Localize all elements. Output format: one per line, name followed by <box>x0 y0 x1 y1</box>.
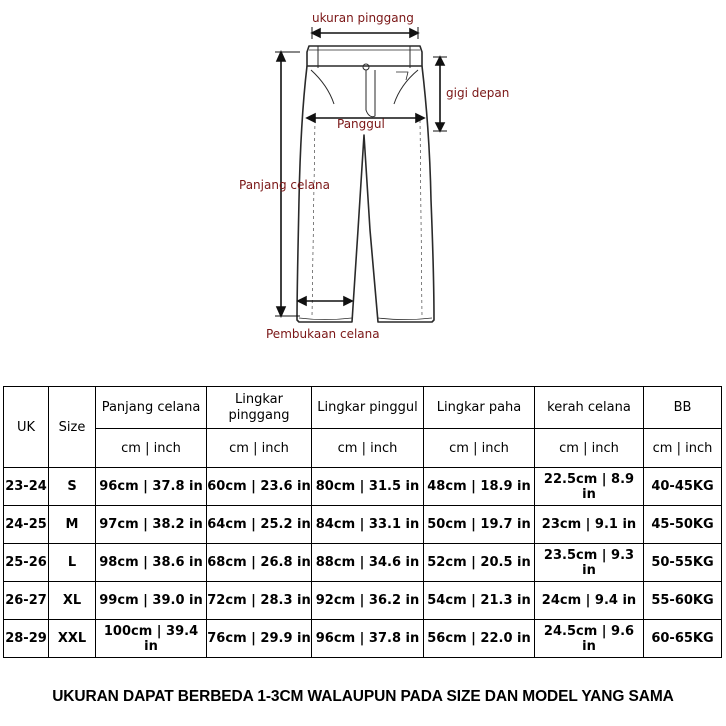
label-leg-opening: Pembukaan celana <box>266 327 380 341</box>
label-waist: ukuran pinggang <box>312 11 414 25</box>
unit-header: cm | inch <box>312 429 424 468</box>
unit-header: cm | inch <box>424 429 535 468</box>
header-size: Size <box>49 387 96 468</box>
cell-opening: 23cm | 9.1 in <box>535 506 644 544</box>
cell-bb: 40-45KG <box>644 468 722 506</box>
cell-thigh: 56cm | 22.0 in <box>424 620 535 658</box>
header-waist: Lingkar pinggang <box>207 387 312 429</box>
cell-bb: 60-65KG <box>644 620 722 658</box>
cell-length: 98cm | 38.6 in <box>96 544 207 582</box>
table-unit-row <box>4 429 722 468</box>
cell-hip: 80cm | 31.5 in <box>312 468 424 506</box>
cell-size: XL <box>49 582 96 620</box>
cell-uk: 26-27 <box>4 582 49 620</box>
table-row <box>4 468 722 506</box>
cell-thigh: 52cm | 20.5 in <box>424 544 535 582</box>
unit-header: cm | inch <box>535 429 644 468</box>
cell-hip: 88cm | 34.6 in <box>312 544 424 582</box>
cell-opening: 24.5cm | 9.6 in <box>535 620 644 658</box>
header-thigh: Lingkar paha <box>424 387 535 429</box>
cell-size: M <box>49 506 96 544</box>
table-row <box>4 582 722 620</box>
label-hip: Panggul <box>337 117 385 131</box>
cell-waist: 72cm | 28.3 in <box>207 582 312 620</box>
table-row <box>4 544 722 582</box>
cell-size: XXL <box>49 620 96 658</box>
cell-uk: 28-29 <box>4 620 49 658</box>
cell-length: 99cm | 39.0 in <box>96 582 207 620</box>
cell-bb: 55-60KG <box>644 582 722 620</box>
cell-waist: 64cm | 25.2 in <box>207 506 312 544</box>
cell-uk: 25-26 <box>4 544 49 582</box>
cell-bb: 50-55KG <box>644 544 722 582</box>
header-opening: kerah celana <box>535 387 644 429</box>
table-row <box>4 506 722 544</box>
size-chart-table <box>3 386 722 658</box>
cell-waist: 76cm | 29.9 in <box>207 620 312 658</box>
header-hip: Lingkar pinggul <box>312 387 424 429</box>
unit-header: cm | inch <box>644 429 722 468</box>
cell-bb: 45-50KG <box>644 506 722 544</box>
header-length: Panjang celana <box>96 387 207 429</box>
label-length: Panjang celana <box>239 178 331 192</box>
cell-waist: 68cm | 26.8 in <box>207 544 312 582</box>
table-header-row <box>4 387 722 429</box>
header-uk: UK <box>4 387 49 468</box>
cell-size: S <box>49 468 96 506</box>
cell-hip: 84cm | 33.1 in <box>312 506 424 544</box>
cell-length: 100cm | 39.4 in <box>96 620 207 658</box>
cell-hip: 92cm | 36.2 in <box>312 582 424 620</box>
header-bb: BB <box>644 387 722 429</box>
cell-thigh: 54cm | 21.3 in <box>424 582 535 620</box>
cell-length: 97cm | 38.2 in <box>96 506 207 544</box>
cell-thigh: 50cm | 19.7 in <box>424 506 535 544</box>
cell-hip: 96cm | 37.8 in <box>312 620 424 658</box>
cell-thigh: 48cm | 18.9 in <box>424 468 535 506</box>
unit-header: cm | inch <box>207 429 312 468</box>
cell-uk: 24-25 <box>4 506 49 544</box>
label-front-rise: gigi depan <box>446 86 510 100</box>
cell-size: L <box>49 544 96 582</box>
cell-opening: 23.5cm | 9.3 in <box>535 544 644 582</box>
cell-opening: 22.5cm | 8.9 in <box>535 468 644 506</box>
size-disclaimer: UKURAN DAPAT BERBEDA 1-3CM WALAUPUN PADA SIZE DAN MODEL YANG SAMA <box>52 688 674 705</box>
unit-header: cm | inch <box>96 429 207 468</box>
cell-opening: 24cm | 9.4 in <box>535 582 644 620</box>
cell-length: 96cm | 37.8 in <box>96 468 207 506</box>
cell-uk: 23-24 <box>4 468 49 506</box>
table-row <box>4 620 722 658</box>
cell-waist: 60cm | 23.6 in <box>207 468 312 506</box>
